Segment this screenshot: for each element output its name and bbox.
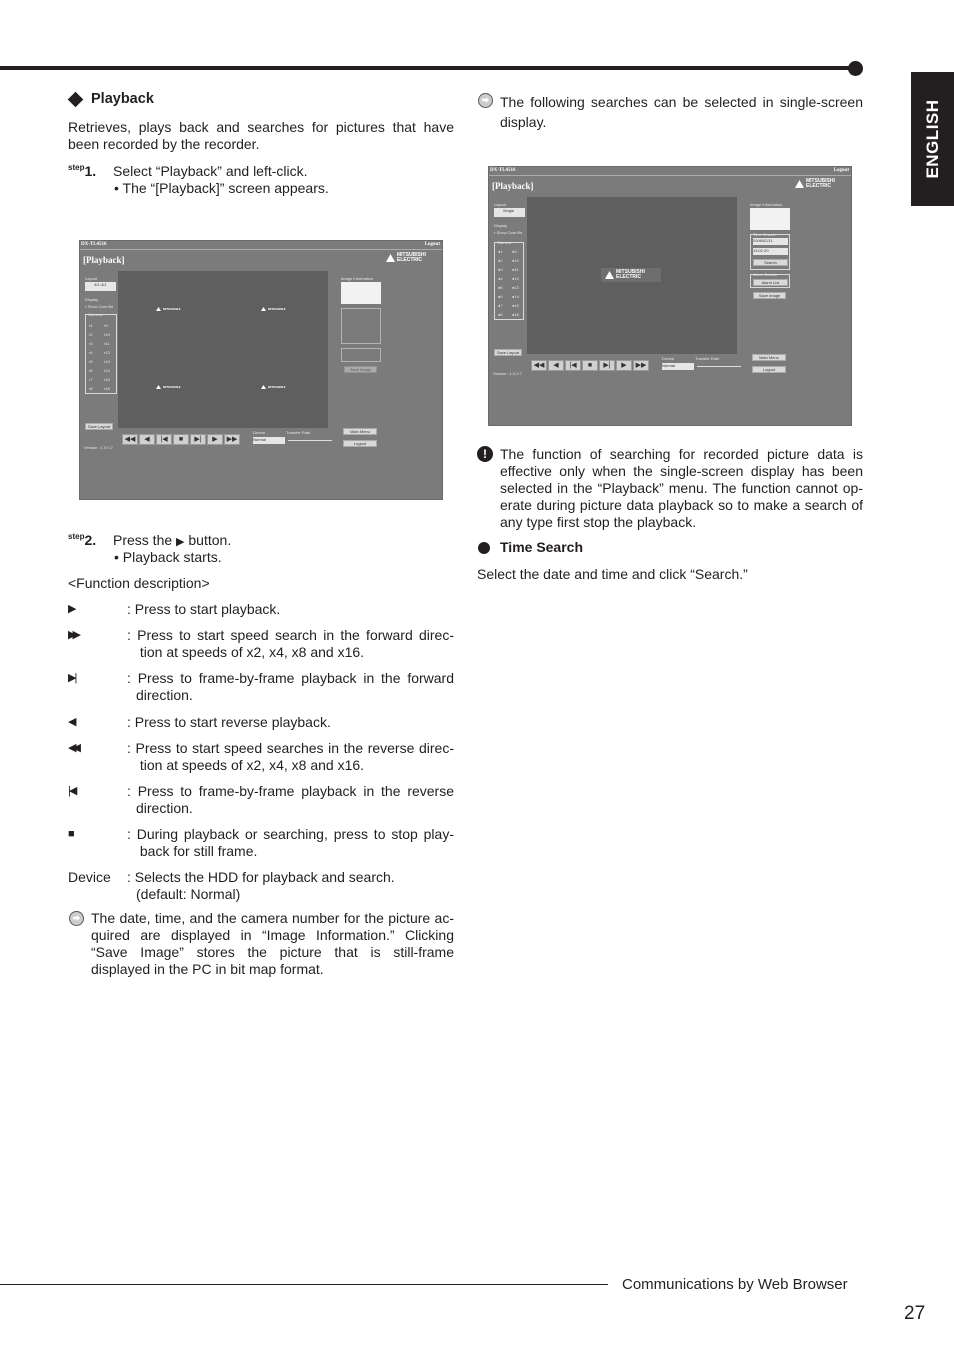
camera-list-left[interactable]: ▪1 ▪2 ▪3 ▪4 ▪5 ▪6 ▪7 ▪8 xyxy=(89,323,93,391)
save-image-button[interactable]: Save Image xyxy=(753,292,786,299)
display-label: Display xyxy=(494,223,508,228)
brand-logo: MITSUBISHI ELECTRIC xyxy=(795,179,835,189)
warning-text: The function of searching for recorded picture data is effective only when the single-screen display has been selected in the “Playback” menu. The function cannot op-erate during picture data playback so to make a search of any type first stop the playback. xyxy=(500,446,863,530)
function-play-text: : Press to start playback. xyxy=(127,601,281,617)
layout-label: Layout xyxy=(494,202,507,207)
step2-label: $^{step}$2. xyxy=(68,532,97,548)
step2-text: Press the ▶ button. xyxy=(113,532,232,548)
step1-label: $^{step}$1. xyxy=(68,163,97,179)
image-info-label: Image Information xyxy=(750,202,783,207)
bullet-icon xyxy=(478,542,490,554)
step1-text: Select “Playback” and left-click. xyxy=(113,163,308,179)
top-rule-dot xyxy=(848,61,863,76)
main-menu-button[interactable]: Main Menu xyxy=(343,428,377,435)
stop-icon: ■ xyxy=(68,828,75,840)
video-area: MITSUBISHI ELECTRIC xyxy=(527,197,737,354)
screen-title: [Playback] xyxy=(492,181,534,191)
image-info-note: The date, time, and the camera number for the picture ac-quired are displayed in “Image Information.” Clicking “Save Image” stores the picture that is still-frame displayed in the PC in bit map format. xyxy=(91,910,454,977)
function-frame-reverse-text: : Press to frame-by-frame playback in the reverse direction. xyxy=(127,783,454,816)
function-reverse-text: : Press to start reverse playback. xyxy=(127,714,331,730)
device-select[interactable]: Normal xyxy=(662,363,694,370)
reverse-play-button[interactable]: ◀ xyxy=(139,434,155,445)
layout-label: Layout xyxy=(85,276,98,281)
time-search-group xyxy=(750,234,790,270)
frame-reverse-button[interactable]: |◀ xyxy=(156,434,172,445)
screen-title: [Playback] xyxy=(83,255,125,265)
fast-forward-icon: ▶▶ xyxy=(68,629,77,641)
language-tab xyxy=(911,72,954,206)
logout-link[interactable]: Logout xyxy=(833,168,849,173)
transfer-rate-label: Transfer Rate xyxy=(695,356,720,361)
stop-button[interactable]: ■ xyxy=(173,434,189,445)
device-term: Device xyxy=(68,869,111,885)
reference-icon xyxy=(69,911,84,926)
display-label: Display xyxy=(85,297,99,302)
layout-select[interactable]: 4/1-4/1 xyxy=(85,282,116,291)
camera-group xyxy=(85,314,117,394)
transport-controls xyxy=(531,360,649,371)
playback-screenshot-single xyxy=(488,166,852,426)
image-info-box xyxy=(750,208,790,230)
version-label: Version : 1.0.0.7 xyxy=(493,371,522,376)
brand-logo: MITSUBISHI ELECTRIC xyxy=(386,253,426,263)
version-label: Version : 1.0.0.7 xyxy=(84,445,113,450)
model-label: DX-TL4516 xyxy=(81,242,107,247)
function-device-text: : Selects the HDD for playback and search. (default: Normal) xyxy=(127,869,395,902)
step2-bullet: • Playback starts. xyxy=(114,549,222,565)
function-heading: <Function description> xyxy=(68,575,210,591)
function-frame-forward-text: : Press to frame-by-frame playback in the forward direction. xyxy=(127,670,454,703)
show-cam-checkbox[interactable]: ▪ Show Cam file xyxy=(85,304,114,309)
function-fast-reverse-text: : Press to start speed searches in the reverse direc- tion at speeds of x2, x4, x8 and x16. xyxy=(127,740,454,773)
function-stop-text: : During playback or searching, press to stop play- back for still frame. xyxy=(127,826,454,859)
camera-group xyxy=(494,242,524,320)
video-area: MITSUBISHI MITSUBISHI MITSUBISHI MITSUBISHI xyxy=(118,271,328,428)
fast-reverse-button[interactable]: ◀◀ xyxy=(122,434,138,445)
layout-select[interactable]: Single xyxy=(494,208,525,217)
show-cam-checkbox[interactable]: ▪ Show Cam file xyxy=(494,230,523,235)
time-search-heading: Time Search xyxy=(500,539,584,555)
page-number: 27 xyxy=(904,1303,926,1324)
alarm-search-group xyxy=(341,348,381,362)
save-layout-button[interactable]: Save Layout xyxy=(494,349,522,356)
fast-forward-button[interactable]: ▶▶ xyxy=(224,434,240,445)
device-label: Device xyxy=(253,430,266,435)
warning-icon: ! xyxy=(477,446,493,462)
alarm-list-button[interactable]: Alarm List xyxy=(753,279,788,286)
transfer-rate-label: Transfer Rate xyxy=(286,430,311,435)
fast-reverse-button[interactable]: ◀◀ xyxy=(531,360,547,371)
logout-button[interactable]: Logout xyxy=(343,440,377,447)
search-button[interactable]: Search xyxy=(753,259,788,266)
fast-forward-button[interactable]: ▶▶ xyxy=(633,360,649,371)
top-rule xyxy=(0,66,852,70)
diamond-icon xyxy=(68,92,84,108)
frame-forward-button[interactable]: ▶| xyxy=(190,434,206,445)
date-select[interactable]: 2006/02/11 xyxy=(753,238,788,245)
frame-reverse-button[interactable]: |◀ xyxy=(565,360,581,371)
step1-bullet: • The “[Playback]” screen appears. xyxy=(114,180,329,196)
footer-section: Communications by Web Browser xyxy=(622,1276,848,1293)
time-search-label: Time Search xyxy=(753,232,776,237)
transfer-rate-slider[interactable] xyxy=(697,366,741,367)
play-button[interactable]: ▶ xyxy=(616,360,632,371)
camera-label: Camera xyxy=(88,312,103,317)
section-heading: Playback xyxy=(91,91,154,107)
camera-list-left[interactable]: ●1 ●2 ●3 ●4 ●5 ●6 ●7 ●8 xyxy=(498,249,503,317)
save-layout-button[interactable]: Save Layout xyxy=(85,423,113,430)
device-select[interactable]: Normal xyxy=(253,437,285,444)
model-label: DX-TL4516 xyxy=(490,168,516,173)
frame-forward-button[interactable]: ▶| xyxy=(599,360,615,371)
image-info-box xyxy=(341,282,381,304)
time-select[interactable]: 13:01:20 xyxy=(753,248,788,255)
image-info-label: Image Information xyxy=(341,276,374,281)
camera-list-right[interactable]: ▪9 ▪10 ▪11 ▪12 ▪13 ▪14 ▪15 ▪16 xyxy=(104,323,110,391)
function-fast-forward-text: : Press to start speed search in the forward direc- tion at speeds of x2, x4, x8 and x16. xyxy=(127,627,454,660)
time-search-group xyxy=(341,308,381,344)
frame-reverse-icon: |◀ xyxy=(68,785,76,797)
alarm-search-label: Alarm Search xyxy=(753,272,778,277)
search-note: The following searches can be selected in single-screen display. xyxy=(500,94,863,130)
playback-screenshot-quad xyxy=(79,240,443,500)
footer-rule xyxy=(0,1284,608,1285)
transport-controls xyxy=(122,434,240,445)
intro-text: Retrieves, plays back and searches for pictures that have been recorded by the recorder. xyxy=(68,119,454,152)
transfer-rate-slider[interactable] xyxy=(288,440,332,441)
stop-button[interactable]: ■ xyxy=(582,360,598,371)
reverse-play-icon: ◀ xyxy=(68,716,77,728)
play-button[interactable]: ▶ xyxy=(207,434,223,445)
logout-button[interactable]: Logout xyxy=(752,366,786,373)
frame-forward-icon: ▶| xyxy=(68,672,76,684)
play-icon: ▶ xyxy=(68,603,77,615)
time-search-text: Select the date and time and click “Search.” xyxy=(477,566,748,582)
language-tab-label: ENGLISH xyxy=(922,99,942,179)
camera-label: Camera xyxy=(497,240,512,245)
fast-reverse-icon: ◀◀ xyxy=(68,742,77,754)
save-image-button[interactable]: Save Image xyxy=(344,366,377,373)
reference-icon xyxy=(478,93,493,108)
camera-list-right[interactable]: ●9 ●10 ●11 ●12 ●13 ●14 ●15 ●16 xyxy=(512,249,519,317)
device-label: Device xyxy=(662,356,675,361)
alarm-search-group xyxy=(750,274,790,288)
main-menu-button[interactable]: Main Menu xyxy=(752,354,786,361)
logout-link[interactable]: Logout xyxy=(424,242,440,247)
reverse-play-button[interactable]: ◀ xyxy=(548,360,564,371)
